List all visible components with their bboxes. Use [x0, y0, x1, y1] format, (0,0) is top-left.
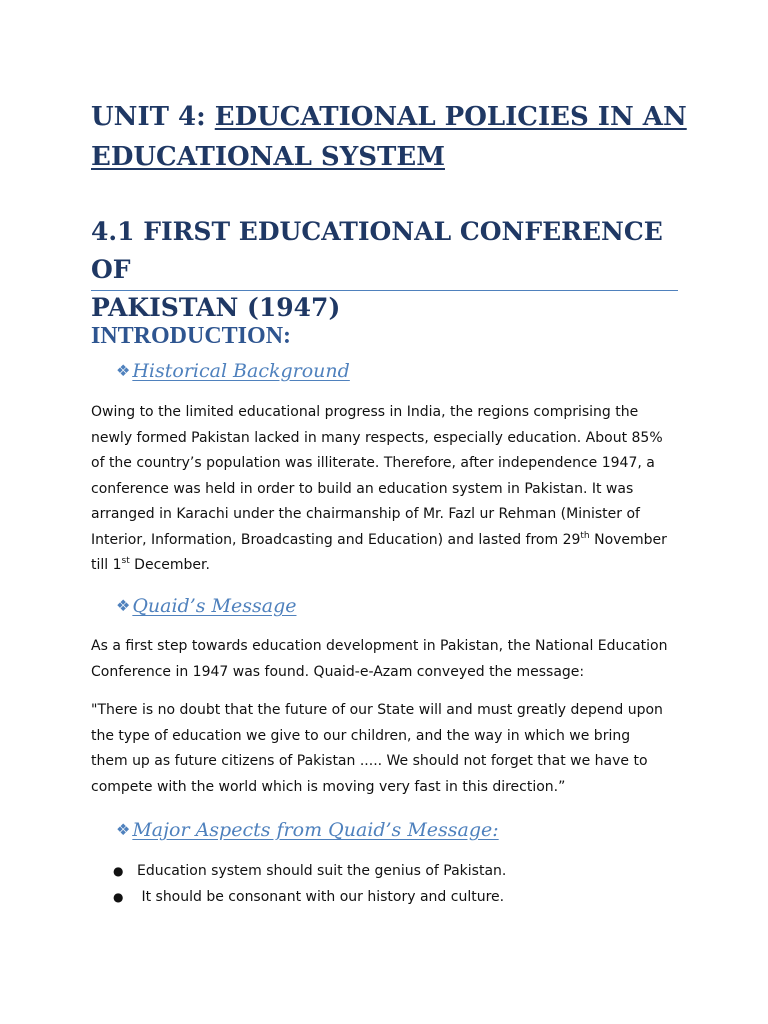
list-item-text: It should be consonant with our history and culture.	[137, 889, 505, 905]
section-title	[91, 213, 691, 327]
bullet-dot-icon: ●	[113, 864, 124, 878]
unit-title	[91, 97, 691, 177]
section-title-line-1: 4.1 FIRST EDUCATIONAL CONFERENCE OF	[91, 217, 663, 284]
paragraph-line: As a first step towards education development in Pakistan, the National Education	[91, 638, 668, 654]
quote-line: compete with the world which is moving very fast in this direction.”	[91, 778, 566, 795]
diamond-bullet-icon: ❖	[116, 820, 131, 839]
unit-title-underlined-1: EDUCATIONAL POLICIES IN AN	[214, 102, 687, 132]
unit-title-underlined-2: EDUCATIONAL SYSTEM	[91, 142, 445, 172]
section-title-line-2: PAKISTAN (1947)	[91, 293, 341, 322]
historical-background-heading	[116, 358, 350, 385]
line-text: Interior, Information, Broadcasting and Education) and lasted from 29	[91, 531, 581, 548]
line-text: December.	[129, 557, 210, 573]
quaids-message-quote	[91, 698, 691, 800]
historical-background-label: Historical Background	[132, 360, 350, 382]
introduction-heading: INTRODUCTION:	[91, 323, 292, 349]
paragraph-line: newly formed Pakistan lacked in many respects, especially education. About 85%	[91, 429, 663, 446]
bullet-dot-icon: ●	[113, 890, 124, 904]
list-item	[113, 858, 506, 884]
title-divider	[91, 290, 678, 291]
quaids-message-heading	[116, 593, 297, 620]
paragraph-line: Conference in 1947 was found. Quaid-e-Azam conveyed the message:	[91, 663, 585, 680]
paragraph-line: arranged in Karachi under the chairmanship of Mr. Fazl ur Rehman (Minister of	[91, 506, 640, 522]
quote-line: the type of education we give to our children, and the way in which we bring	[91, 727, 631, 744]
list-item-text: Education system should suit the genius of Pakistan.	[137, 863, 507, 879]
major-aspects-label: Major Aspects from Quaid’s Message:	[132, 819, 499, 841]
unit-title-prefix: UNIT 4:	[91, 102, 215, 132]
ordinal-suffix: st	[121, 556, 130, 566]
line-text: till 1	[91, 557, 122, 573]
quaids-message-intro	[91, 634, 691, 685]
quote-line: "There is no doubt that the future of our State will and must greatly depend upon	[91, 702, 663, 718]
major-aspects-heading	[116, 817, 499, 844]
paragraph-line	[91, 553, 691, 579]
paragraph-line	[91, 528, 691, 554]
ordinal-suffix: th	[580, 530, 590, 541]
quote-line: them up as future citizens of Pakistan ..... We should not forget that we have to	[91, 753, 648, 769]
paragraph-line: of the country’s population was illiterate. Therefore, after independence 1947, a	[91, 455, 655, 471]
quaids-message-label: Quaid’s Message	[132, 595, 297, 617]
major-aspects-list	[113, 858, 506, 910]
line-text: November	[589, 531, 667, 548]
paragraph-line: conference was held in order to build an education system in Pakistan. It was	[91, 480, 634, 497]
diamond-bullet-icon: ❖	[116, 361, 131, 380]
historical-background-paragraph	[91, 400, 691, 579]
list-item	[113, 884, 506, 910]
paragraph-line: Owing to the limited educational progress in India, the regions comprising the	[91, 404, 639, 420]
diamond-bullet-icon: ❖	[116, 596, 131, 615]
